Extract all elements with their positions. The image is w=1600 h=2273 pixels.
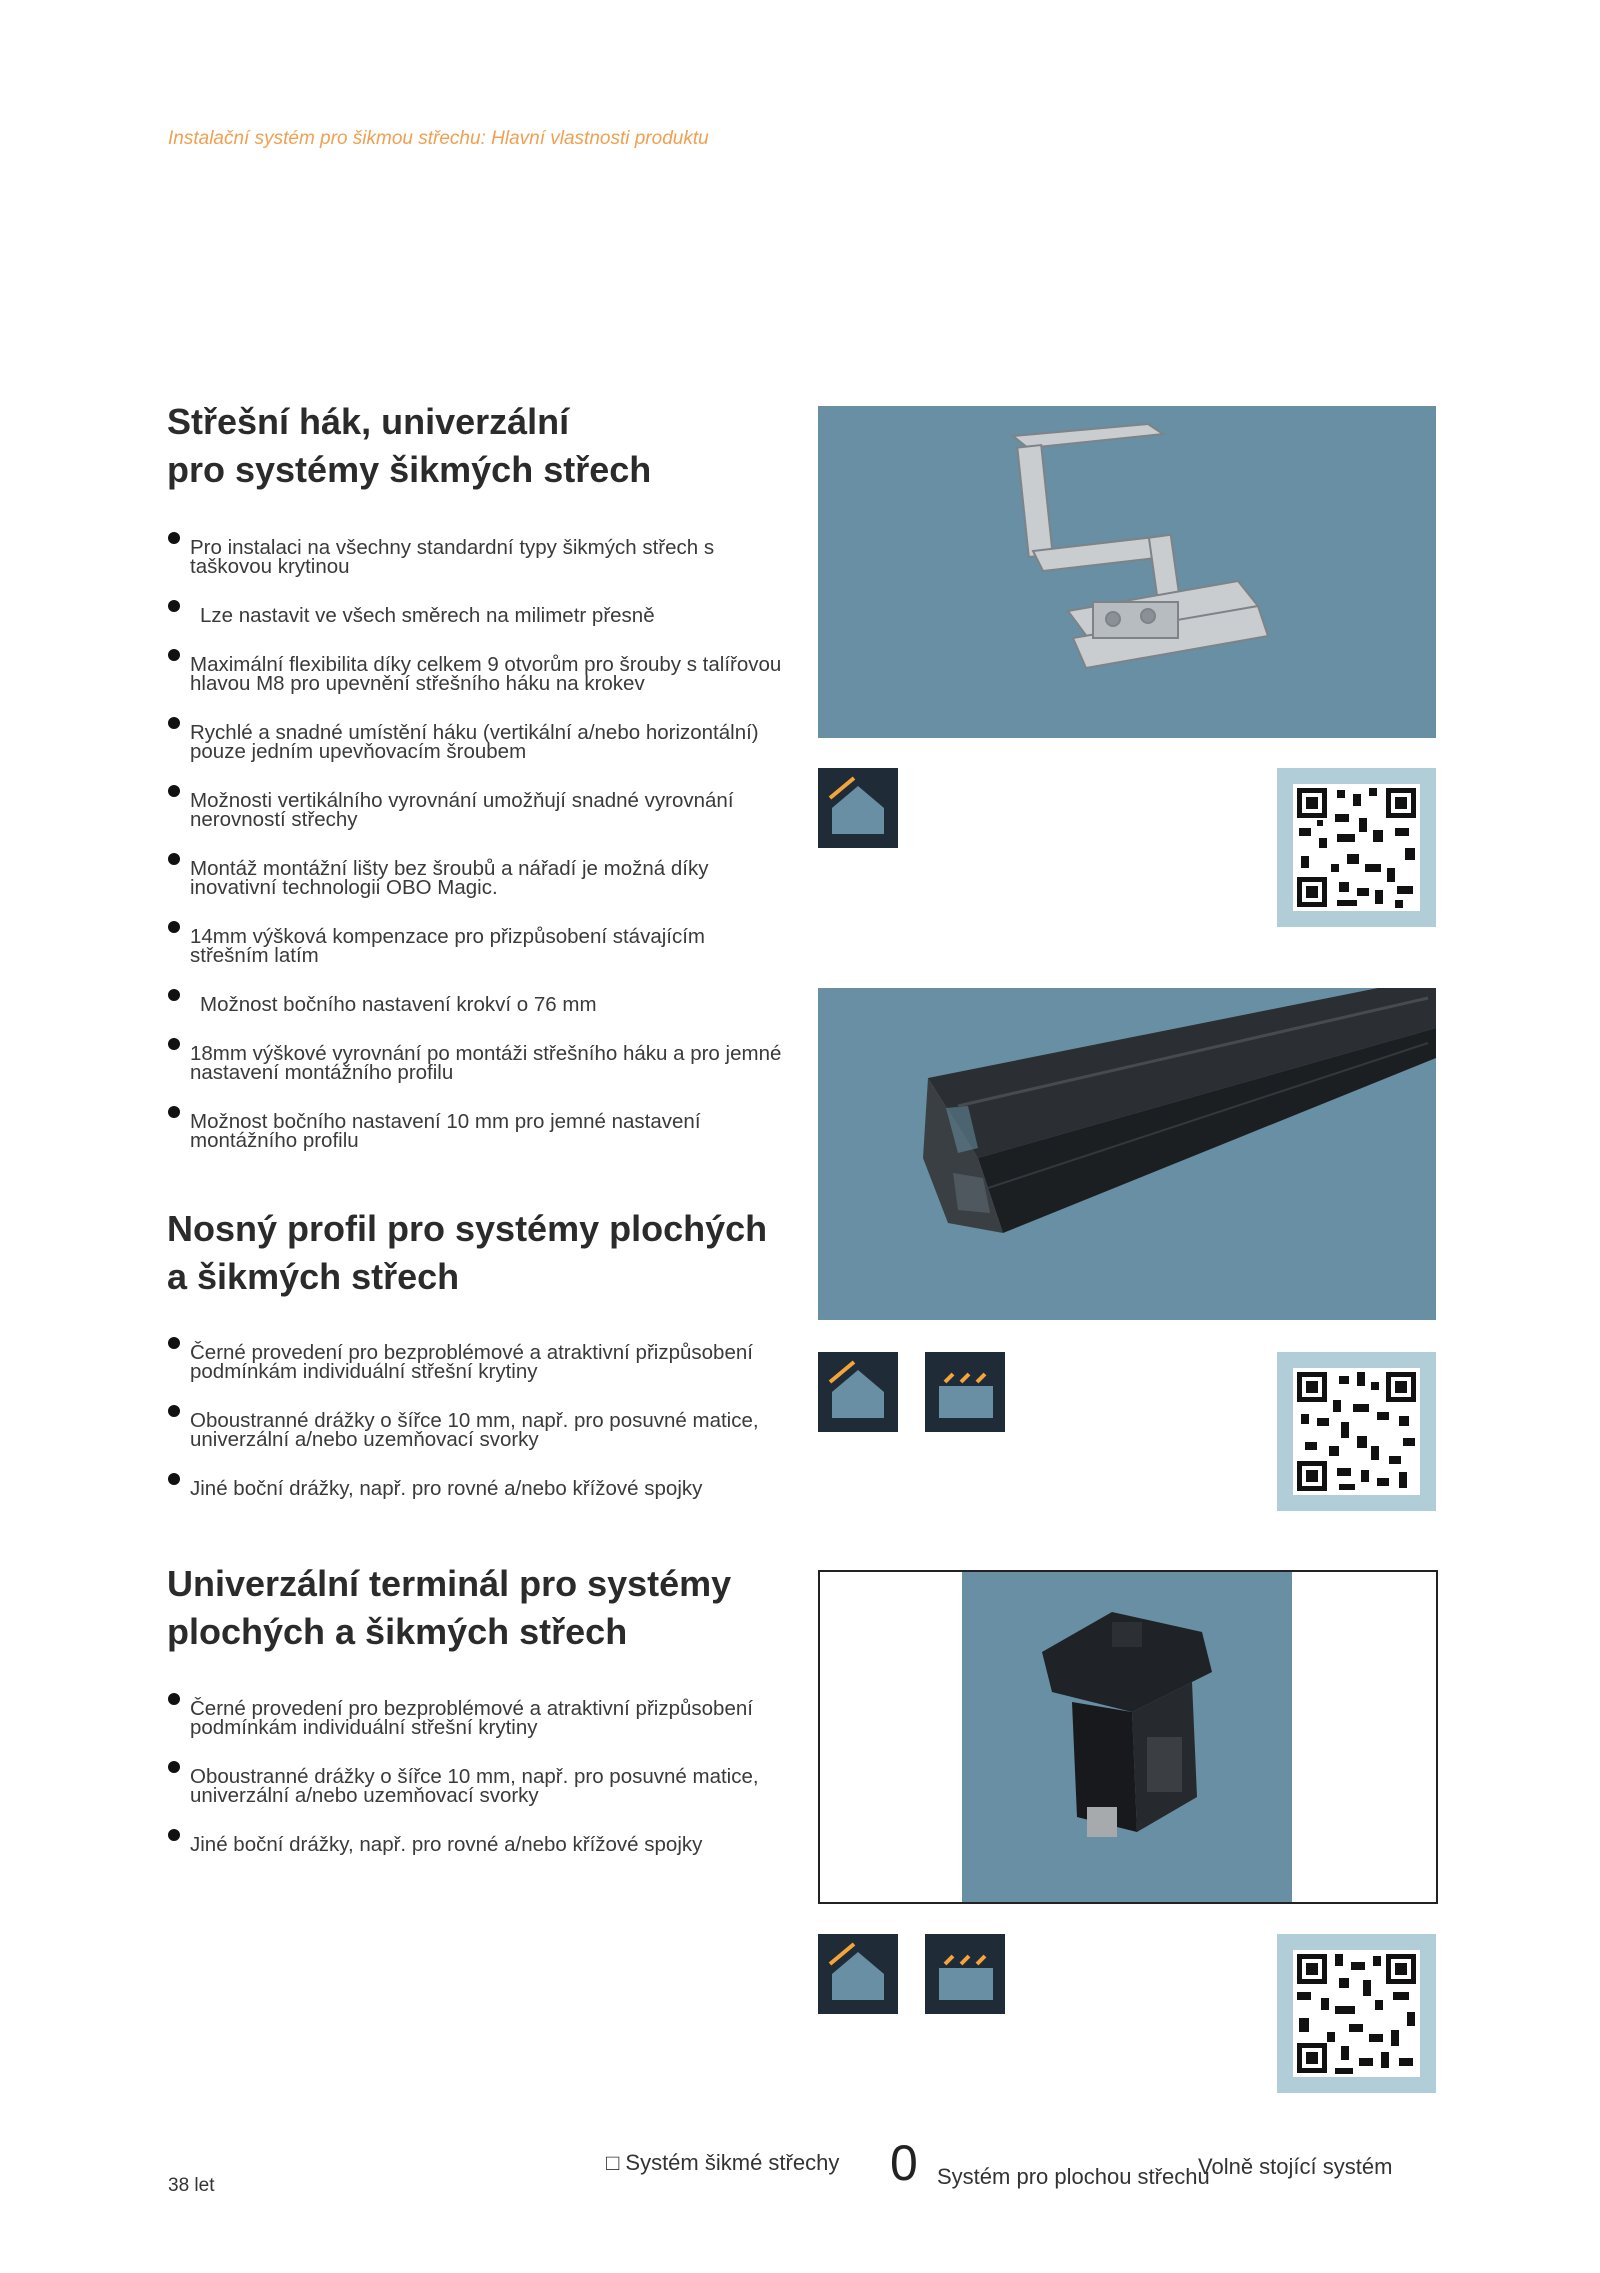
- flat-roof-icon: [925, 1934, 1005, 2014]
- list-item: Oboustranné drážky o šířce 10 mm, např. pro posuvné matice, univerzální a/nebo uzemňovací svorky: [168, 1411, 788, 1449]
- bullet-clip-rail: [0, 1341, 800, 1500]
- section-title-rail: Nosný profil pro systémy plochých a šikmých střech: [167, 1208, 768, 1297]
- list-item: Pro instalaci na všechny standardní typy šikmých střech s taškovou krytinou: [168, 538, 788, 576]
- pitched-roof-icon: [818, 1934, 898, 2014]
- flat-roof-icon: [925, 1352, 1005, 1432]
- list-item: Možnosti vertikálního vyrovnání umožňují snadné vyrovnání nerovností střechy: [168, 791, 788, 829]
- page-header: Instalační systém pro šikmou střechu: Hlavní vlastnosti produktu: [168, 128, 709, 149]
- list-item: Montáž montážní lišty bez šroubů a nářadí je možná díky inovativní technologii OBO Magic.: [168, 859, 788, 897]
- list-item: Černé provedení pro bezproblémové a atraktivní přizpůsobení podmínkám individuální střešní krytiny: [168, 1343, 788, 1381]
- bullet-list-rail: [168, 1343, 788, 1528]
- pitched-roof-icon: [818, 768, 898, 848]
- mounting-rail-photo: [818, 988, 1436, 1320]
- list-item: Černé provedení pro bezproblémové a atraktivní přizpůsobení podmínkám individuální střešní krytiny: [168, 1699, 788, 1737]
- list-item: Možnost bočního nastavení krokví o 76 mm: [168, 995, 788, 1014]
- footer-freestanding-system[interactable]: Volně stojící systém: [1198, 2154, 1393, 2179]
- roof-hook-photo: [818, 406, 1436, 738]
- list-item: Jiné boční drážky, např. pro rovné a/nebo křížové spojky: [168, 1479, 788, 1498]
- list-item: Možnost bočního nastavení 10 mm pro jemné nastavení montážního profilu: [168, 1112, 788, 1150]
- section-title-roof-hook: Střešní hák, univerzální pro systémy šikmých střech: [167, 401, 652, 490]
- list-item: Jiné boční drážky, např. pro rovné a/nebo křížové spojky: [168, 1835, 788, 1854]
- terminal-photo-frame: [818, 1570, 1438, 1904]
- list-item: 18mm výškové vyrovnání po montáži střešního háku a pro jemné nastavení montážního profilu: [168, 1044, 788, 1082]
- bullet-list-roof-hook: [168, 538, 788, 1180]
- list-item: Rychlé a snadné umístění háku (vertikální a/nebo horizontální) pouze jedním upevňovacím šroubem: [168, 723, 788, 761]
- footer-flat-roof-system[interactable]: Systém pro plochou střechu: [937, 2164, 1210, 2189]
- list-item: Lze nastavit ve všech směrech na milimetr přesně: [168, 606, 788, 625]
- list-item: Maximální flexibilita díky celkem 9 otvorům pro šrouby s talířovou hlavou M8 pro upevnění střešního háku na krokev: [168, 655, 788, 693]
- bullet-list-terminal: [168, 1699, 788, 1884]
- list-item: 14mm výšková kompenzace pro přizpůsobení stávajícím střešním latím: [168, 927, 788, 965]
- qr-code[interactable]: [1277, 768, 1436, 927]
- qr-code[interactable]: [1277, 1934, 1436, 2093]
- qr-code[interactable]: [1277, 1352, 1436, 1511]
- footer-zero-marker: 0: [890, 2135, 918, 2191]
- page-number: 38 let: [168, 2175, 215, 2196]
- footer-pitched-roof-system[interactable]: □ Systém šikmé střechy: [606, 2150, 840, 2175]
- terminal-photo: [962, 1572, 1292, 1902]
- section-title-terminal: Univerzální terminál pro systémy plochých a šikmých střech: [167, 1563, 732, 1652]
- list-item: Oboustranné drážky o šířce 10 mm, např. pro posuvné matice, univerzální a/nebo uzemňovací svorky: [168, 1767, 788, 1805]
- pitched-roof-icon: [818, 1352, 898, 1432]
